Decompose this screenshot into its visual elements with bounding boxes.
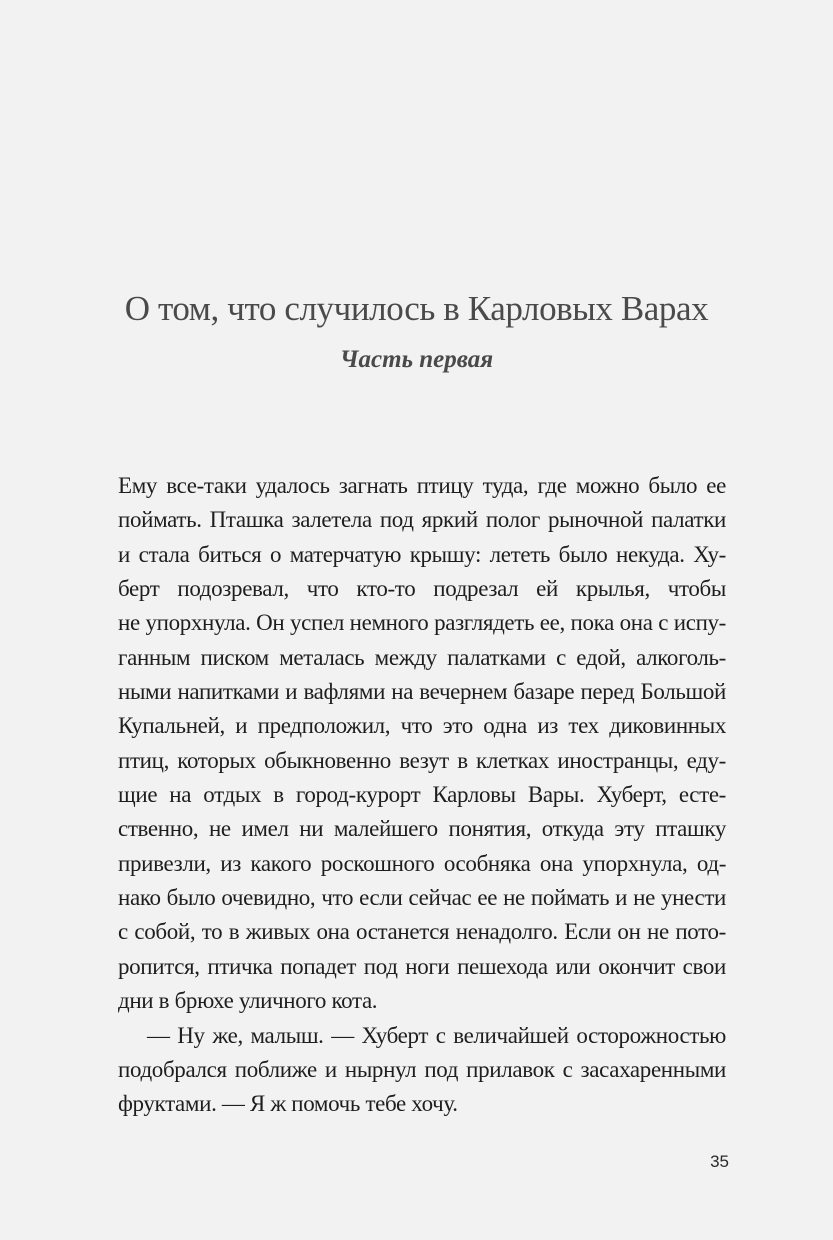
text-line: поймать. Пташка залетела под яркий полог рыночной палатки — [118, 507, 726, 533]
chapter-subtitle: Часть первая — [339, 346, 494, 373]
text-line: ропится, птичка попадет под ноги пешехода или окончит свои — [118, 953, 726, 979]
text-line: с собой, то в живых она останется ненадолго. Если он не пото- — [118, 919, 726, 945]
text-line: ственно, не имел ни малейшего понятия, откуда эту пташку — [118, 816, 726, 842]
page-number: 35 — [710, 1152, 729, 1171]
text-line: привезли, из какого роскошного особняка она упорхнула, од- — [118, 850, 726, 876]
text-line: ными напитками и вафлями на вечернем базаре перед Большой — [118, 679, 726, 705]
text-line: подобрался поближе и нырнул под прилавок с засахаренными — [118, 1056, 726, 1082]
text-line: Купальней, и предположил, что это одна из тех диковинных — [118, 713, 726, 739]
text-line: берт подозревал, что кто-то подрезал ей крылья, чтобы — [118, 576, 726, 602]
text-line: нако было очевидно, что если сейчас ее не поймать и не унести — [118, 885, 726, 911]
dialogue-line: — Ну же, малыш. — Хуберт с величайшей осторожностью — [147, 1022, 726, 1048]
chapter-title: О том, что случилось в Карловых Варах — [124, 289, 709, 328]
body-text — [118, 469, 726, 1122]
text-line: Ему все-таки удалось загнать птицу туда, где можно было ее — [118, 473, 726, 498]
text-line: дни в брюхе уличного кота. — [118, 988, 378, 1014]
text-line: не упорхнула. Он успел немного разглядеть ее, пока она с испу- — [118, 610, 726, 636]
text-line: фруктами. — Я ж помочь тебе хочу. — [118, 1091, 458, 1117]
text-line: щие на отдых в город-курорт Карловы Вары. Хуберт, есте- — [118, 782, 726, 808]
text-line: птиц, которых обыкновенно везут в клетках иностранцы, еду- — [118, 747, 726, 773]
text-line: и стала биться о матерчатую крышу: лететь было некуда. Ху- — [118, 541, 726, 567]
text-line: ганным писком металась между палатками с едой, алкоголь- — [118, 644, 726, 670]
